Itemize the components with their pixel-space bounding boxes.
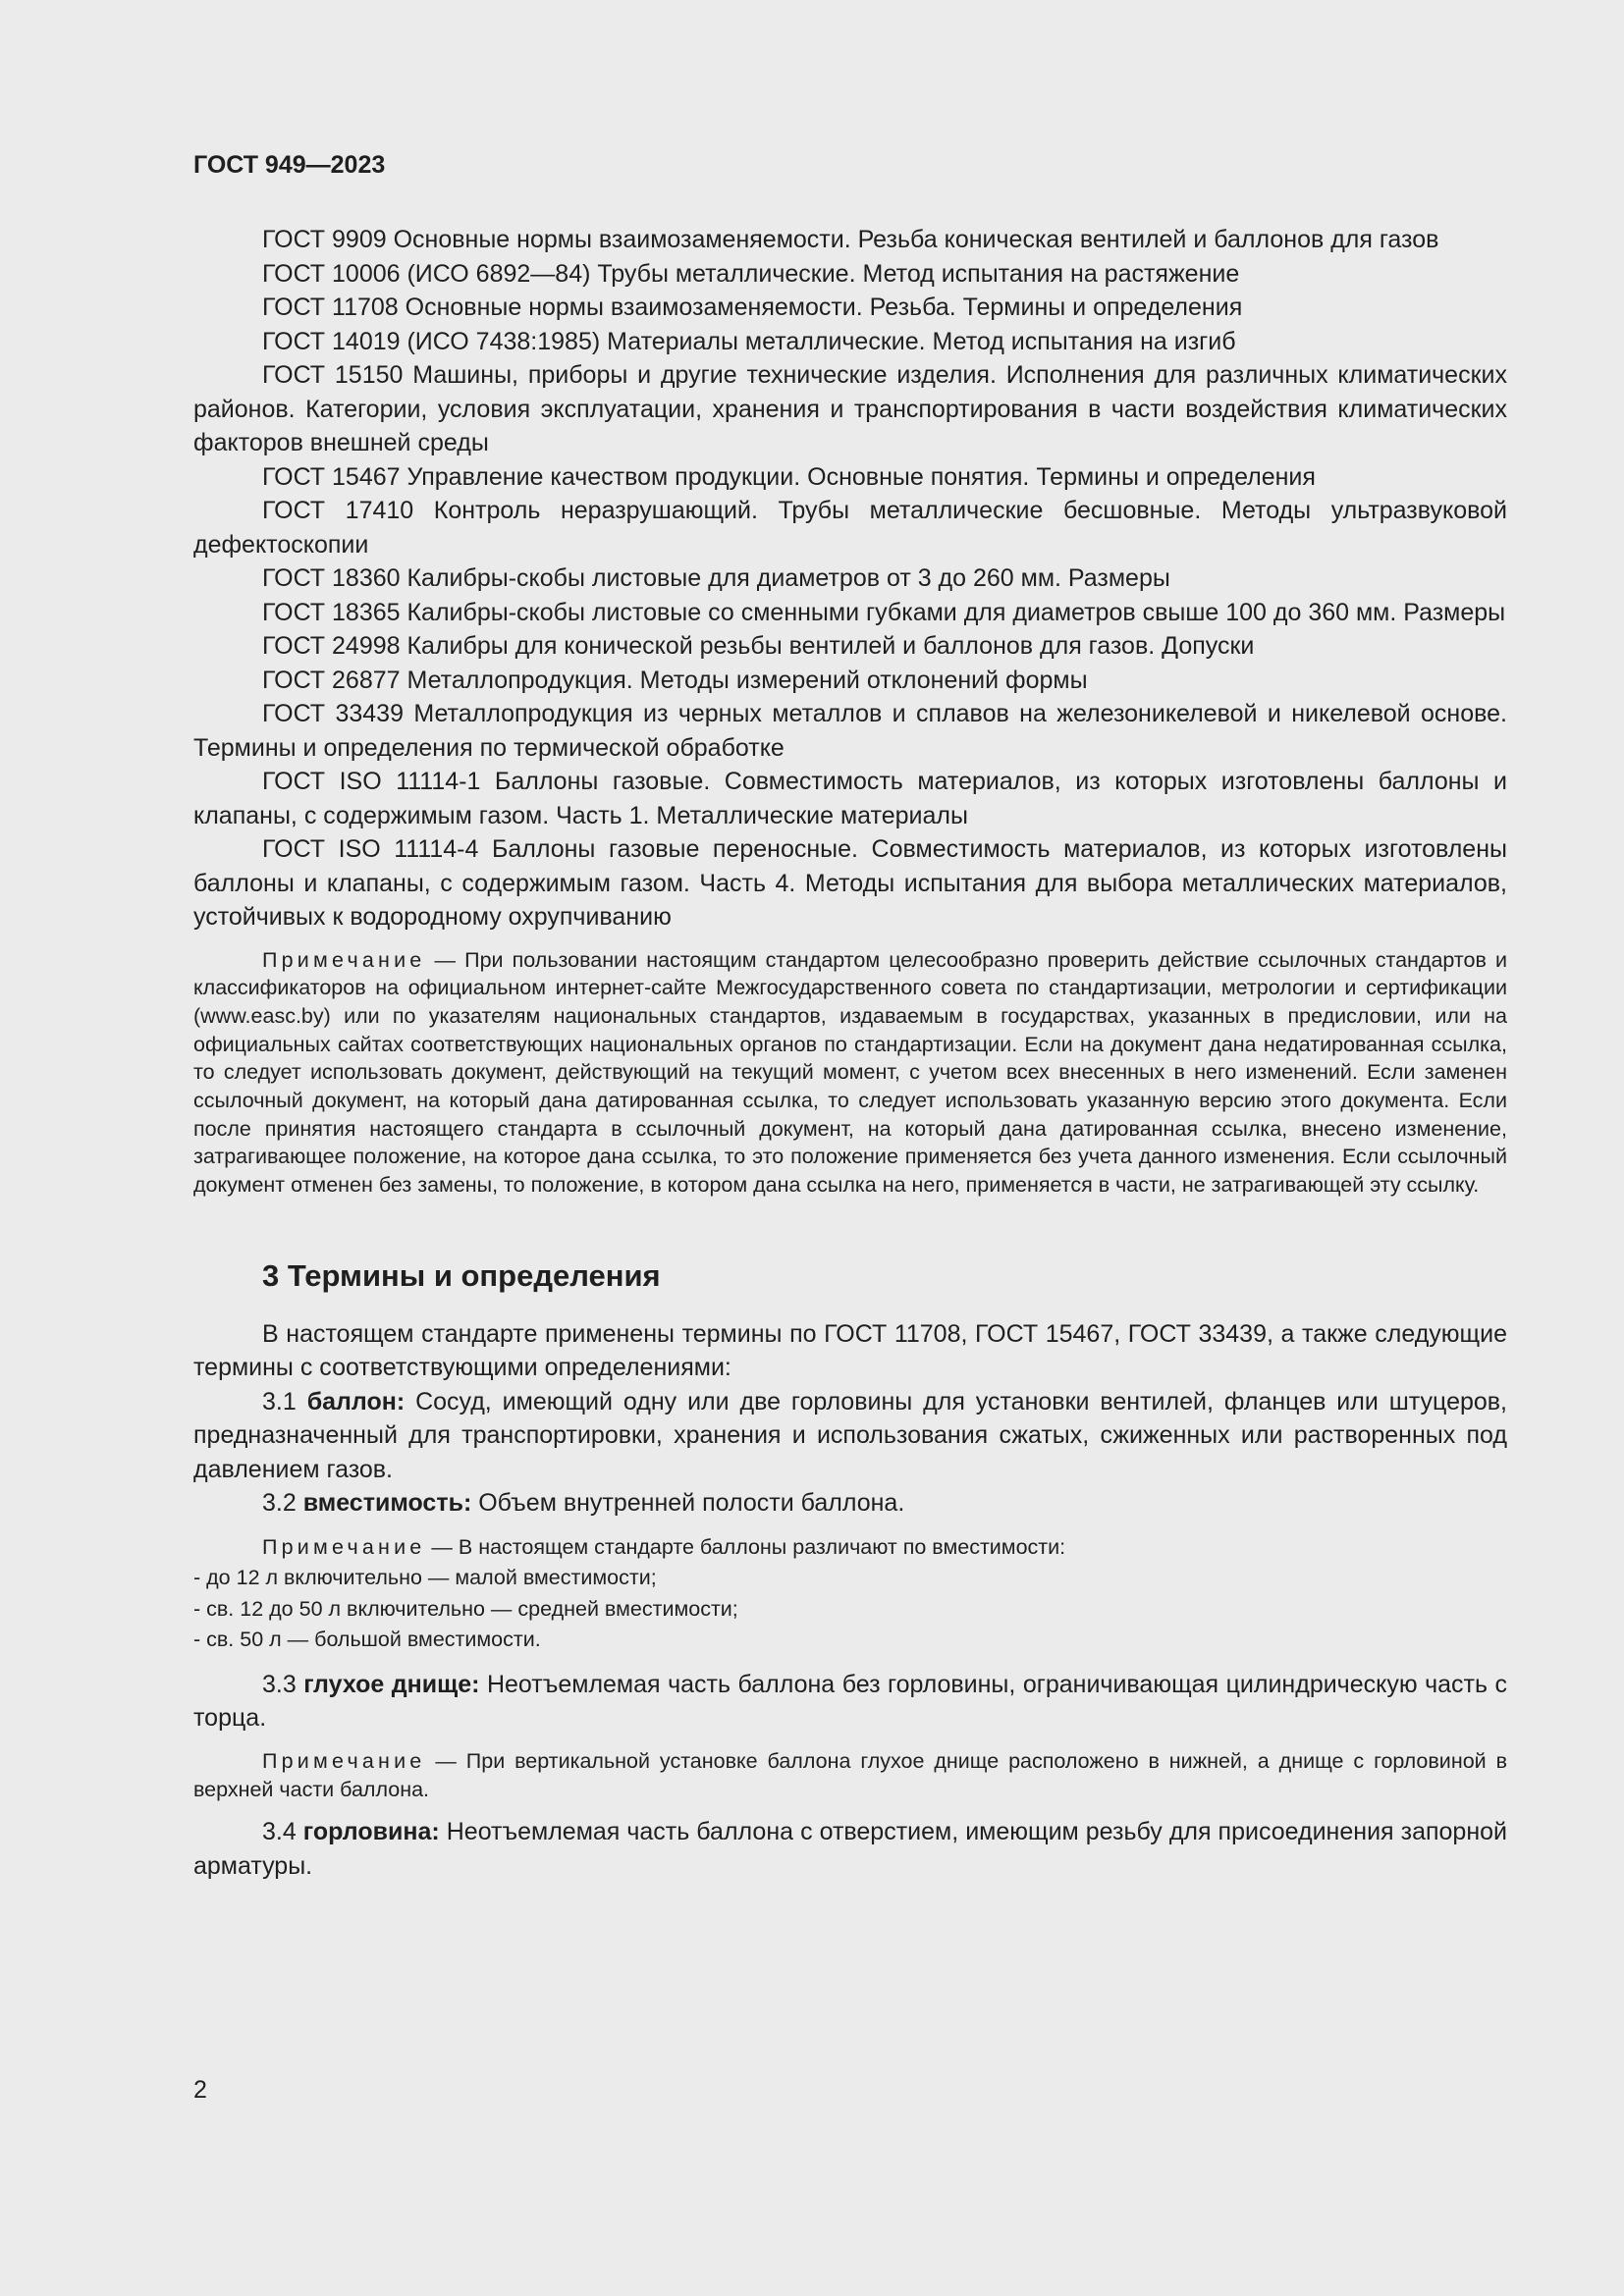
reference-item: ГОСТ ISO 11114-1 Баллоны газовые. Совместимость материалов, из которых изготовлены баллоны и клапаны, с содержимым газом. Часть 1. Металлические материалы xyxy=(193,768,1507,829)
note-list-item: - св. 12 до 50 л включительно — средней вместимости; xyxy=(193,1596,738,1621)
note-references xyxy=(193,946,1507,1200)
document-header: ГОСТ 949—2023 xyxy=(193,151,386,179)
note-label: Примечание xyxy=(262,947,426,972)
note-text: — При вертикальной установке баллона глухое днище расположено в нижней, а днище с горловиной в верхней части баллона. xyxy=(193,1748,1507,1801)
note-text: — При пользовании настоящим стандартом целесообразно проверить действие ссылочных стандартов и классификаторов на официальном интернет-сайте Межгосударственного совета по стандартизации, метрологии и сертификации (www.easc.by) или по указателям национальных стандартов, издаваемым в государствах, указанных в предисловии, или на официальных сайтах соответствующих национальных органов по стандартизации. Если на документ дана недатированная ссылка, то следует использовать документ, действующий на текущий момент, с учетом всех внесенных в него изменений. Если заменен ссылочный документ, на который дана датированная ссылка, то следует использовать указанную версию этого документа. Если после принятия настоящего стандарта в ссылочный документ, на который дана датированная ссылка, внесено изменение, затрагивающее положение, на которое дана ссылка, то это положение применяется без учета данного изменения. Если ссылочный документ отменен без замены, то положение, в котором дана ссылка на него, применяется в части, не затрагивающей эту ссылку. xyxy=(193,947,1507,1198)
term-number: 3.4 xyxy=(262,1818,303,1846)
term-definition: Неотъемлемая часть баллона без горловины, ограничивающая цилиндрическую часть с торца. xyxy=(193,1670,1507,1733)
term-3-2 xyxy=(193,1486,1507,1521)
term-name: горловина: xyxy=(302,1818,440,1846)
term-number: 3.3 xyxy=(262,1670,304,1698)
note-label: Примечание xyxy=(262,1534,426,1559)
reference-item: ГОСТ 15150 Машины, приборы и другие технические изделия. Исполнения для различных климатических районов. Категории, условия эксплуатации, хранения и транспортирования в части воздействия климатических факторов внешней среды xyxy=(193,361,1507,456)
section-intro: В настоящем стандарте применены термины по ГОСТ 11708, ГОСТ 15467, ГОСТ 33439, а также следующие термины с соответствующими определениями: xyxy=(193,1319,1507,1382)
term-number: 3.1 xyxy=(262,1387,307,1415)
term-definition: Сосуд, имеющий одну или две горловины для установки вентилей, фланцев или штуцеров, предназначенный для транспортировки, хранения и использования сжатых, сжиженных или растворенных под давлением газов. xyxy=(193,1387,1508,1483)
term-definition: Объем внутренней полости баллона. xyxy=(471,1489,905,1518)
note-text: — В настоящем стандарте баллоны различают по вместимости: xyxy=(425,1534,1066,1559)
note-list-item: - св. 50 л — большой вместимости. xyxy=(193,1628,541,1652)
reference-item: ГОСТ 11708 Основные нормы взаимозаменяемости. Резьба. Термины и определения xyxy=(262,294,1243,321)
term-name: глухое днище: xyxy=(303,1670,480,1698)
term-number: 3.2 xyxy=(262,1489,303,1518)
term-name: вместимость: xyxy=(302,1489,472,1518)
reference-item: ГОСТ 17410 Контроль неразрушающий. Трубы металлические бесшовные. Методы ультразвуковой дефектоскопии xyxy=(193,497,1507,559)
note-capacity xyxy=(193,1532,1507,1656)
reference-item: ГОСТ ISO 11114-4 Баллоны газовые переносные. Совместимость материалов, из которых изготовлены баллоны и клапаны, с содержимым газом. Часть 4. Методы испытания для выбора металлических материалов, устойчивых к водородному охрупчиванию xyxy=(193,835,1507,931)
note-bottom xyxy=(193,1747,1507,1803)
page-number: 2 xyxy=(193,2076,207,2104)
reference-item: ГОСТ 33439 Металлопродукция из черных металлов и сплавов на железоникелевой и никелевой основе. Термины и определения по термической обработке xyxy=(193,700,1507,762)
reference-item: ГОСТ 10006 (ИСО 6892—84) Трубы металлические. Метод испытания на растяжение xyxy=(262,259,1240,288)
note-label: Примечание xyxy=(262,1748,426,1773)
term-definition: Неотъемлемая часть баллона с отверстием, имеющим резьбу для присоединения запорной арматуры. xyxy=(193,1818,1507,1880)
page-content xyxy=(193,223,1507,1883)
note-lead xyxy=(193,1532,1507,1564)
term-name: баллон: xyxy=(306,1387,406,1415)
reference-item: ГОСТ 26877 Металлопродукция. Методы измерений отклонений формы xyxy=(262,666,1088,694)
reference-item: ГОСТ 9909 Основные нормы взаимозаменяемости. Резьба коническая вентилей и баллонов для газов xyxy=(262,226,1439,253)
reference-item: ГОСТ 18365 Калибры-скобы листовые со сменными губками для диаметров свыше 100 до 360 мм. Размеры xyxy=(262,598,1506,626)
term-3-3 xyxy=(193,1668,1507,1735)
reference-item: ГОСТ 14019 (ИСО 7438:1985) Материалы металлические. Метод испытания на изгиб xyxy=(262,327,1236,355)
reference-item: ГОСТ 18360 Калибры-скобы листовые для диаметров от 3 до 260 мм. Размеры xyxy=(262,564,1170,592)
term-3-4 xyxy=(193,1815,1507,1883)
note-list-item: - до 12 л включительно — малой вместимости; xyxy=(193,1566,657,1590)
reference-item: ГОСТ 24998 Калибры для конической резьбы вентилей и баллонов для газов. Допуски xyxy=(262,632,1255,660)
term-3-1 xyxy=(193,1385,1507,1487)
section-title: 3 Термины и определения xyxy=(262,1257,661,1293)
reference-item: ГОСТ 15467 Управление качеством продукции. Основные понятия. Термины и определения xyxy=(262,462,1316,491)
